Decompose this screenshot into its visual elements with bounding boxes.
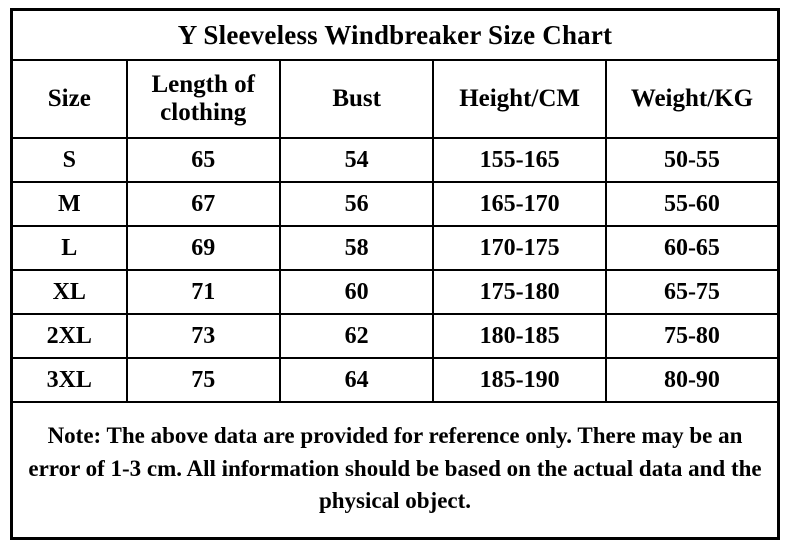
cell-length: 69 <box>127 226 280 270</box>
cell-weight: 80-90 <box>606 358 779 402</box>
page-title: Y Sleeveless Windbreaker Size Chart <box>12 10 779 61</box>
table-row <box>12 182 779 226</box>
cell-height: 185-190 <box>433 358 606 402</box>
cell-bust: 60 <box>280 270 433 314</box>
cell-weight: 65-75 <box>606 270 779 314</box>
cell-size: L <box>12 226 127 270</box>
column-header-weight: Weight/KG <box>606 60 779 138</box>
cell-bust: 54 <box>280 138 433 182</box>
table-row <box>12 314 779 358</box>
cell-bust: 64 <box>280 358 433 402</box>
cell-size: XL <box>12 270 127 314</box>
cell-bust: 62 <box>280 314 433 358</box>
table-row <box>12 270 779 314</box>
cell-size: 2XL <box>12 314 127 358</box>
header-row <box>12 60 779 138</box>
column-header-height: Height/CM <box>433 60 606 138</box>
cell-weight: 55-60 <box>606 182 779 226</box>
cell-weight: 75-80 <box>606 314 779 358</box>
size-chart-table <box>10 8 780 540</box>
table-row <box>12 358 779 402</box>
cell-size: 3XL <box>12 358 127 402</box>
disclaimer-note <box>12 402 779 539</box>
title-row <box>12 10 779 61</box>
cell-weight: 60-65 <box>606 226 779 270</box>
column-header-bust: Bust <box>280 60 433 138</box>
cell-weight: 50-55 <box>606 138 779 182</box>
cell-height: 170-175 <box>433 226 606 270</box>
note-row <box>12 402 779 539</box>
cell-size: M <box>12 182 127 226</box>
column-header-length: Length of clothing <box>127 60 280 138</box>
table-row <box>12 138 779 182</box>
cell-length: 73 <box>127 314 280 358</box>
cell-height: 175-180 <box>433 270 606 314</box>
table-row <box>12 226 779 270</box>
cell-height: 155-165 <box>433 138 606 182</box>
cell-length: 71 <box>127 270 280 314</box>
cell-length: 75 <box>127 358 280 402</box>
cell-length: 67 <box>127 182 280 226</box>
column-header-size: Size <box>12 60 127 138</box>
cell-height: 165-170 <box>433 182 606 226</box>
cell-bust: 58 <box>280 226 433 270</box>
cell-bust: 56 <box>280 182 433 226</box>
disclaimer-note-text: Note: The above data are provided for reference only. There may be an error of 1-3 cm. All information should be based on the actual data and the physical object. <box>28 423 762 514</box>
cell-height: 180-185 <box>433 314 606 358</box>
cell-size: S <box>12 138 127 182</box>
cell-length: 65 <box>127 138 280 182</box>
